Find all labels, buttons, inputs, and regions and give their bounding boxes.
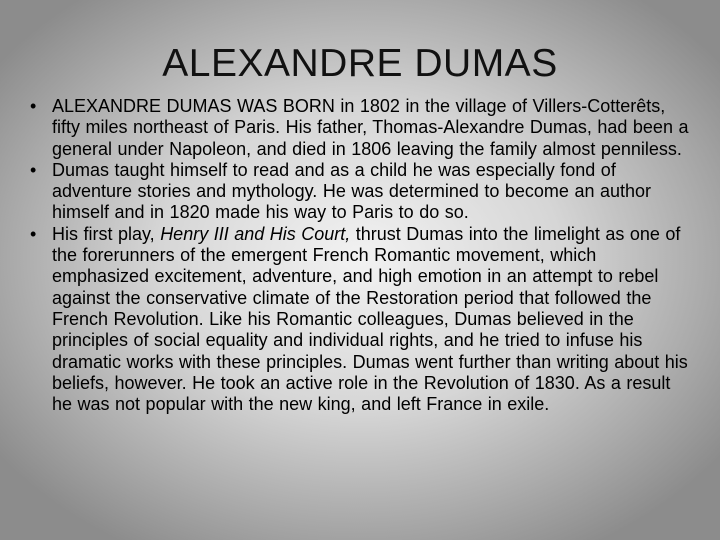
bullet-icon: • [30,96,37,116]
slide-title: ALEXANDRE DUMAS [162,42,558,85]
bullet-icon: • [30,223,37,244]
bullet-text-before: His first play, [52,223,161,244]
bullet-text: ALEXANDRE DUMAS WAS BORN in 1802 in the village of Villers-Cotterêts, fifty miles northeast of Paris. His father, Thomas-Alexandre Dumas, had been a general under Napoleon, and died in 1806 leaving the family almost penniless. [52,96,689,159]
bullet-item [24,224,694,416]
bullet-list [24,96,694,415]
bullet-item [24,160,694,224]
bullet-icon: • [30,159,37,180]
bullet-item [24,96,694,160]
bullet-text-after: thrust Dumas into the limelight as one of the forerunners of the emergent French Romantic movement, which emphasized excitement, adventure, and high emotion in an attempt to rebel against the conservative climate of the Restoration period that followed the French Revolution. Like his Romantic colleagues, Dumas believed in the principles of social equality and individual rights, and he tried to infuse his dramatic works with these principles. Dumas went further than writing about his beliefs, however. He took an active role in the Revolution of 1830. As a result he was not popular with the new king, and left France in exile. [52,223,688,415]
play-title: Henry III and His Court, [160,223,351,244]
bullet-text: Dumas taught himself to read and as a child he was especially fond of adventure stories and mythology. He was determined to become an author himself and in 1820 made his way to Paris to do so. [52,159,651,223]
